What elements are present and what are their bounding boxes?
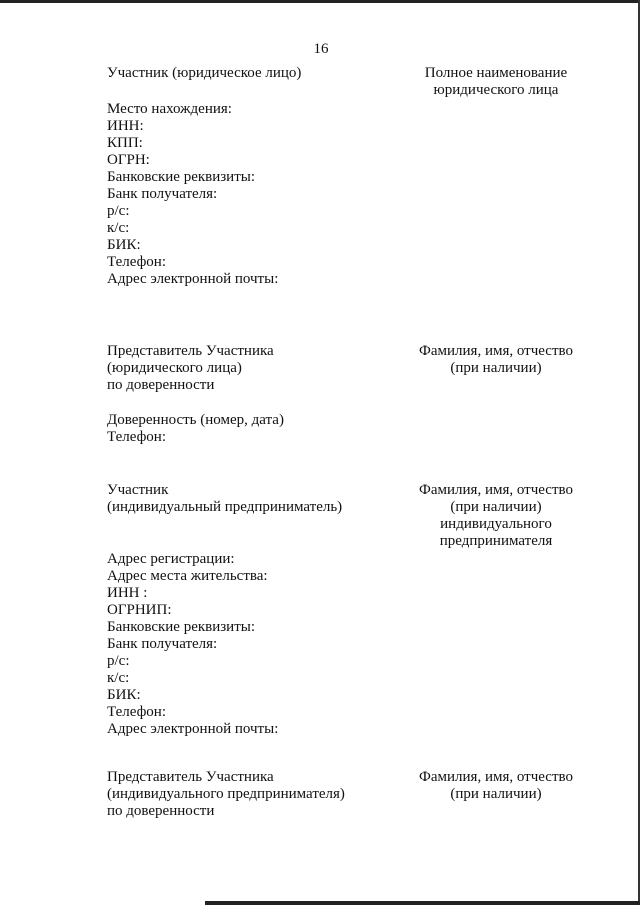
scan-edge-top	[0, 0, 640, 3]
field-bank-details: Банковские реквизиты:	[107, 619, 256, 635]
field-phone: Телефон:	[107, 254, 166, 270]
field-power-of-attorney: Доверенность (номер, дата)	[107, 412, 284, 428]
label-line: (при наличии)	[450, 360, 542, 376]
heading-line: Представитель Участника	[107, 343, 274, 359]
scan-edge-bottom	[205, 901, 640, 905]
legal-entity-heading	[107, 65, 301, 82]
field-location: Место нахождения:	[107, 101, 232, 117]
field-ogrnip: ОГРНИП:	[107, 602, 172, 618]
field-account: р/с:	[107, 653, 130, 669]
field-corr-account: к/с:	[107, 670, 130, 686]
field-kpp: КПП:	[107, 135, 143, 151]
label-line: (при наличии)	[450, 786, 542, 802]
label-line: Полное наименование	[424, 65, 568, 81]
heading-line: по доверенности	[107, 377, 215, 393]
field-email: Адрес электронной почты:	[107, 271, 279, 287]
field-inn: ИНН:	[107, 118, 144, 134]
heading-line: Участник	[107, 482, 169, 498]
legal-rep-heading	[107, 343, 274, 394]
field-residence-address: Адрес места жительства:	[107, 568, 268, 584]
heading-line: (юридического лица)	[107, 360, 242, 376]
ip-name-label	[396, 482, 596, 550]
field-phone: Телефон:	[107, 429, 166, 445]
label-line: Фамилия, имя, отчество	[419, 769, 573, 785]
field-account: р/с:	[107, 203, 130, 219]
legal-entity-name-label	[396, 65, 596, 99]
legal-rep-name-label	[396, 343, 596, 377]
page-number: 16	[313, 41, 329, 57]
field-ogrn: ОГРН:	[107, 152, 150, 168]
field-bank-details: Банковские реквизиты:	[107, 169, 256, 185]
label-line: индивидуального	[440, 516, 552, 532]
heading-line: (индивидуального предпринимателя)	[107, 786, 345, 802]
heading-line: по доверенности	[107, 803, 215, 819]
heading-line: Представитель Участника	[107, 769, 274, 785]
field-email: Адрес электронной почты:	[107, 721, 279, 737]
ip-fields	[107, 551, 278, 738]
heading-line: (индивидуальный предприниматель)	[107, 499, 343, 515]
ip-rep-heading	[107, 769, 345, 820]
field-registration-address: Адрес регистрации:	[107, 551, 235, 567]
label-line: предпринимателя	[439, 533, 553, 549]
label-line: (при наличии)	[450, 499, 542, 515]
field-bank: Банк получателя:	[107, 636, 218, 652]
ip-rep-name-label	[396, 769, 596, 803]
field-phone: Телефон:	[107, 704, 166, 720]
field-bank: Банк получателя:	[107, 186, 218, 202]
field-bik: БИК:	[107, 237, 141, 253]
legal-rep-fields	[107, 412, 284, 446]
ip-heading	[107, 482, 342, 516]
field-corr-account: к/с:	[107, 220, 130, 236]
label-line: Фамилия, имя, отчество	[419, 343, 573, 359]
field-inn: ИНН :	[107, 585, 148, 601]
field-bik: БИК:	[107, 687, 141, 703]
label-line: Фамилия, имя, отчество	[419, 482, 573, 498]
legal-entity-fields	[107, 101, 278, 288]
label-line: юридического лица	[433, 82, 559, 98]
heading-line: Участник (юридическое лицо)	[107, 65, 302, 81]
